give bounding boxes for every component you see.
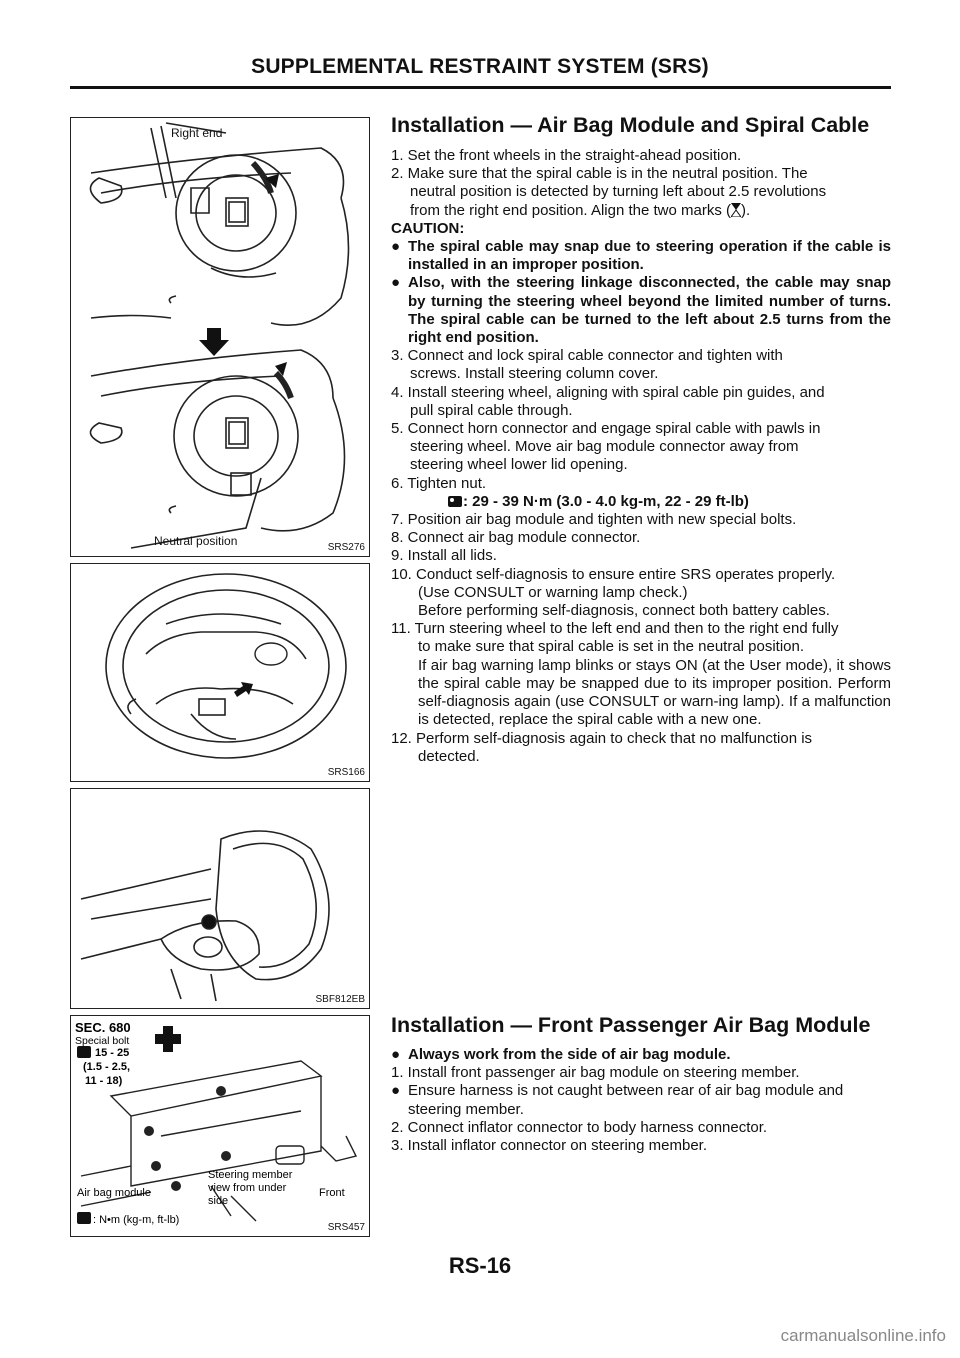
section-code: SEC. 680 xyxy=(75,1020,131,1035)
label-right-end: Right end xyxy=(171,126,223,140)
torque-spec: : 29 - 39 N·m (3.0 - 4.0 kg-m, 22 - 29 ft-lb) xyxy=(463,492,749,510)
torque-wrench-icon xyxy=(77,1212,91,1224)
caution-label: CAUTION: xyxy=(391,219,465,237)
step-11-continued: to make sure that spiral cable is set in the neutral position. xyxy=(418,638,805,656)
step-10: 10. Conduct self-diagnosis to ensure entire SRS operates properly. xyxy=(391,565,836,583)
figure-code: SRS166 xyxy=(327,767,365,778)
step-3-continued: screws. Install steering column cover. xyxy=(410,365,659,383)
step-2: 2. Connect inflator connector to body harness connector. xyxy=(391,1118,768,1136)
label-neutral-position: Neutral position xyxy=(154,534,238,548)
label-front: Front xyxy=(319,1187,345,1199)
note-text: Always work from the side of air bag module. xyxy=(408,1046,731,1063)
step-5-continued: steering wheel lower lid opening. xyxy=(410,456,628,474)
step-10-continued: Before performing self-diagnosis, connect both battery cables. xyxy=(418,602,830,620)
torque-value: 15 - 25 xyxy=(95,1047,130,1059)
header-rule xyxy=(70,86,891,89)
alignment-mark-icon xyxy=(731,203,741,217)
step-3: 3. Install inflator connector on steering member. xyxy=(391,1137,707,1155)
step-9: 9. Install all lids. xyxy=(391,547,497,565)
note-item xyxy=(391,1082,891,1118)
figure-code: SRS457 xyxy=(327,1222,365,1233)
step-1: 1. Set the front wheels in the straight-ahead position. xyxy=(391,147,742,164)
label-torque-units: : N•m (kg-m, ft-lb) xyxy=(93,1214,180,1226)
arrow-down-icon xyxy=(199,328,229,356)
page-number: RS-16 xyxy=(448,1253,512,1278)
page-header-title: SUPPLEMENTAL RESTRAINT SYSTEM (SRS) xyxy=(251,55,709,78)
torque-value-ftlb: 11 - 18) xyxy=(85,1075,123,1087)
step-8: 8. Connect air bag module connector. xyxy=(391,529,641,547)
label-steering-member: Steering member xyxy=(208,1169,293,1181)
label-special-bolt: Special bolt xyxy=(75,1035,130,1047)
step-7: 7. Position air bag module and tighten with new special bolts. xyxy=(391,511,797,529)
step-2-text: ). xyxy=(740,201,751,219)
step-12-continued: detected. xyxy=(418,747,480,765)
step-2-text: from the right end position. Align the two marks ( xyxy=(410,201,731,219)
torque-wrench-icon xyxy=(77,1046,91,1058)
step-10-continued: (Use CONSULT or warning lamp check.) xyxy=(418,583,688,601)
step-2-continued: neutral position is detected by turning left about 2.5 revolutions xyxy=(410,183,827,201)
note-text: Ensure harness is not caught between rear of air bag module and steering member. xyxy=(408,1082,844,1118)
step-11-continued: If air bag warning lamp blinks or stays ON (at the User mode), it shows the spiral cable may be snapped due to its improper position. Perform self-diagnosis again (use CONSULT or warn-ing lamp). If a malfunction is detected, replace the spiral cable with a new one. xyxy=(418,656,891,729)
watermark: carmanualsonline.info xyxy=(780,1326,946,1345)
caution-text: Also, with the steering linkage disconnected, the cable may snap by turning the steering wheel beyond the limited number of turns. The spiral cable can be turned to the left about 2.5 turns from the right end position. xyxy=(408,274,891,347)
step-4-continued: pull spiral cable through. xyxy=(410,401,573,419)
note-item xyxy=(391,1046,891,1064)
step-6: 6. Tighten nut. xyxy=(391,474,487,492)
step-5: 5. Connect horn connector and engage spiral cable with pawls in xyxy=(391,420,821,438)
step-4: 4. Install steering wheel, aligning with spiral cable pin guides, and xyxy=(391,383,825,401)
caution-item xyxy=(391,274,891,347)
figure-code: SBF812EB xyxy=(315,994,365,1005)
figure-steering-column xyxy=(70,788,370,1009)
label-steering-member: side xyxy=(208,1195,229,1207)
bullet-icon: ● xyxy=(391,238,401,256)
caution-text: The spiral cable may snap due to steering operation if the cable is installed in an improper position. xyxy=(408,238,891,274)
torque-wrench-icon xyxy=(447,494,463,508)
section-title-air-bag-spiral-cable: Installation — Air Bag Module and Spiral Cable xyxy=(391,113,870,137)
step-12: 12. Perform self-diagnosis again to check that no malfunction is xyxy=(391,729,813,747)
figure-steering-wheel-front xyxy=(70,563,370,782)
special-bolt-icon xyxy=(155,1026,181,1052)
figure-spiral-cable xyxy=(70,117,370,557)
figure-code: SRS276 xyxy=(327,542,365,553)
label-steering-member: view from under xyxy=(208,1182,287,1194)
bullet-icon: ● xyxy=(391,1046,401,1063)
section-body-air-bag-spiral-cable xyxy=(391,147,891,766)
bullet-icon: ● xyxy=(391,1082,401,1100)
step-5-continued: steering wheel. Move air bag module connector away from xyxy=(410,438,799,456)
section-title-passenger-air-bag: Installation — Front Passenger Air Bag Module xyxy=(391,1013,871,1037)
step-11: 11. Turn steering wheel to the left end and then to the right end fully xyxy=(391,620,839,638)
step-2-continued xyxy=(391,202,891,220)
step-6-torque xyxy=(391,493,891,511)
figure-passenger-airbag xyxy=(70,1015,370,1237)
label-air-bag-module: Air bag module xyxy=(77,1187,151,1199)
caution-item xyxy=(391,238,891,274)
step-3: 3. Connect and lock spiral cable connector and tighten with xyxy=(391,347,783,365)
section-body-passenger-air-bag xyxy=(391,1046,891,1155)
torque-value-kgm: (1.5 - 2.5, xyxy=(83,1061,131,1073)
step-2: 2. Make sure that the spiral cable is in the neutral position. The xyxy=(391,165,808,183)
bullet-icon: ● xyxy=(391,274,401,292)
step-1: 1. Install front passenger air bag module on steering member. xyxy=(391,1064,800,1082)
